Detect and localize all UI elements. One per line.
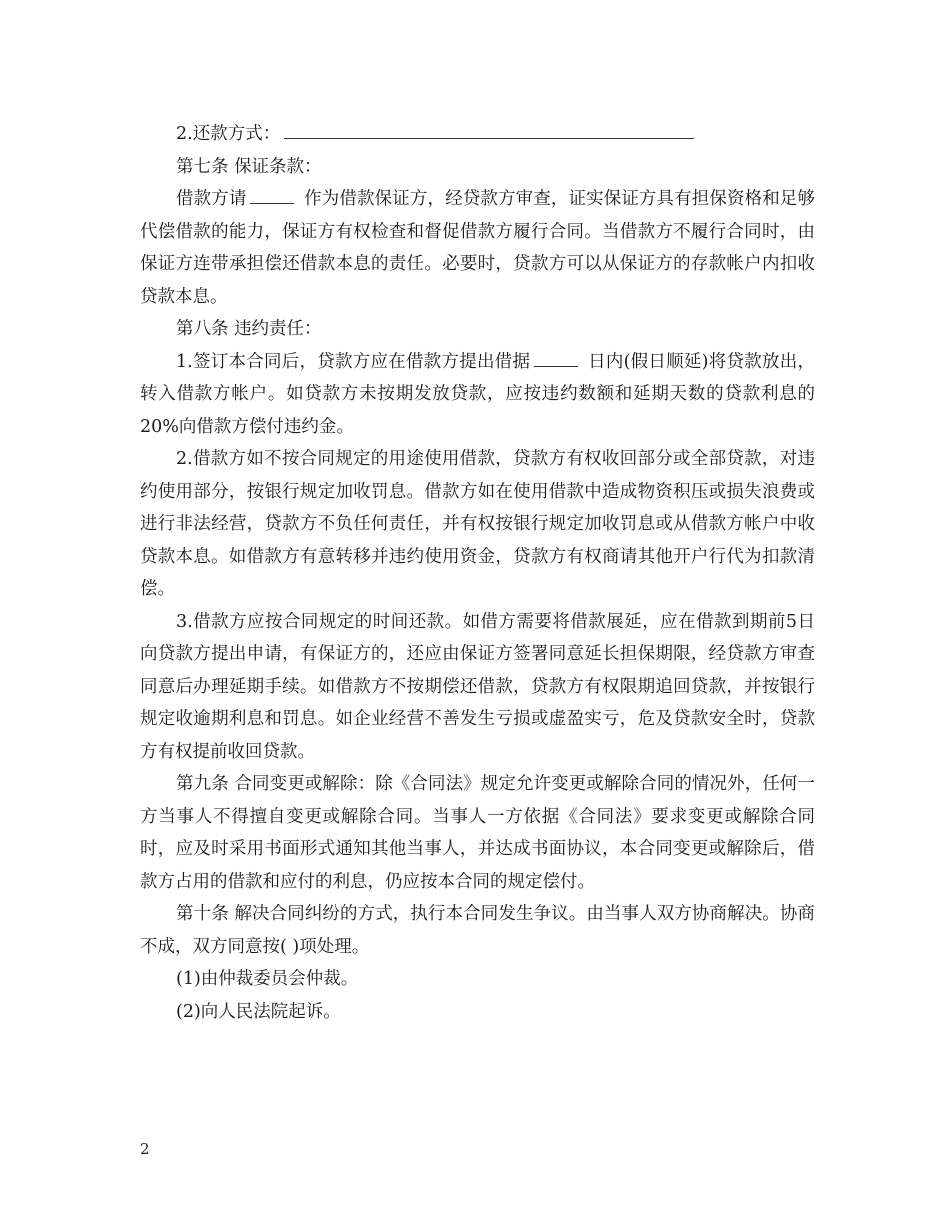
article-10: 第十条 解决合同纠纷的方式，执行本合同发生争议。由当事人双方协商解决。协商不成，双方同意按( )项处理。 xyxy=(140,904,815,957)
repayment-method-line xyxy=(140,118,815,151)
repayment-method-label: 2.还款方式： xyxy=(176,124,281,144)
article-8-item-1-text: 日内(假日顺延)将贷款放出，转入借款方帐户。如贷款方未按期发放贷款，应按违约数额和延期天数的贷款利息的20%向借款方偿付违约金。 xyxy=(140,351,815,437)
article-7-body xyxy=(140,183,815,313)
repayment-method-fill-line xyxy=(284,118,694,139)
guarantor-blank xyxy=(250,185,294,204)
article-9: 第九条 合同变更或解除：除《合同法》规定允许变更或解除合同的情况外，任何一方当事人不得擅自变更或解除合同。当事人一方依据《合同法》要求变更或解除合同时，应及时采用书面形式通知其他当事人，并达成书面协议，本合同变更或解除后，借款方占用的借款和应付的利息，仍应按本合同的规定偿付。 xyxy=(140,774,815,892)
article-10-option-1: (1)由仲裁委员会仲裁。 xyxy=(176,969,359,989)
article-8-item-1 xyxy=(140,346,815,444)
days-blank xyxy=(534,348,578,367)
article-7-text: 作为借款保证方，经贷款方审查，证实保证方具有担保资格和足够代偿借款的能力，保证方有权检查和督促借款方履行合同。当借款方不履行合同时，由保证方连带承担偿还借款本息的责任。必要时，贷款方可以从保证方的存款帐户内扣收贷款本息。 xyxy=(140,189,816,307)
document-body xyxy=(140,118,815,1028)
page-number: 2 xyxy=(140,1140,150,1158)
article-10-option-2: (2)向人民法院起诉。 xyxy=(176,1001,341,1022)
article-8-item-1-lead: 1.签订本合同后，贷款方应在借款方提出借据 xyxy=(176,351,531,372)
article-8-item-2: 2.借款方如不按合同规定的用途使用借款，贷款方有权收回部分或全部贷款，对违约使用部分，按银行规定加收罚息。借款方如在使用借款中造成物资积压或损失浪费或进行非法经营，贷款方不负任何责任，并有权按银行规定加收罚息或从借款方帐户中收贷款本息。如借款方有意转移并违约使用资金，贷款方有权商请其他开户行代为扣款清偿。 xyxy=(140,449,815,599)
article-7-lead: 借款方请 xyxy=(176,189,247,209)
article-7-title: 第七条 保证条款： xyxy=(176,156,322,177)
article-8-item-3: 3.借款方应按合同规定的时间还款。如借方需要将借款展延，应在借款到期前5日向贷款方提出申请，有保证方的，还应由保证方签署同意延长担保期限，经贷款方审查同意后办理延期手续。如借款方不按期偿还借款，贷款方有权限期追回贷款，并按银行规定收逾期利息和罚息。如企业经营不善发生亏损或虚盈实亏，危及贷款安全时，贷款方有权提前收回贷款。 xyxy=(140,611,815,762)
article-8-title: 第八条 违约责任： xyxy=(176,319,322,339)
